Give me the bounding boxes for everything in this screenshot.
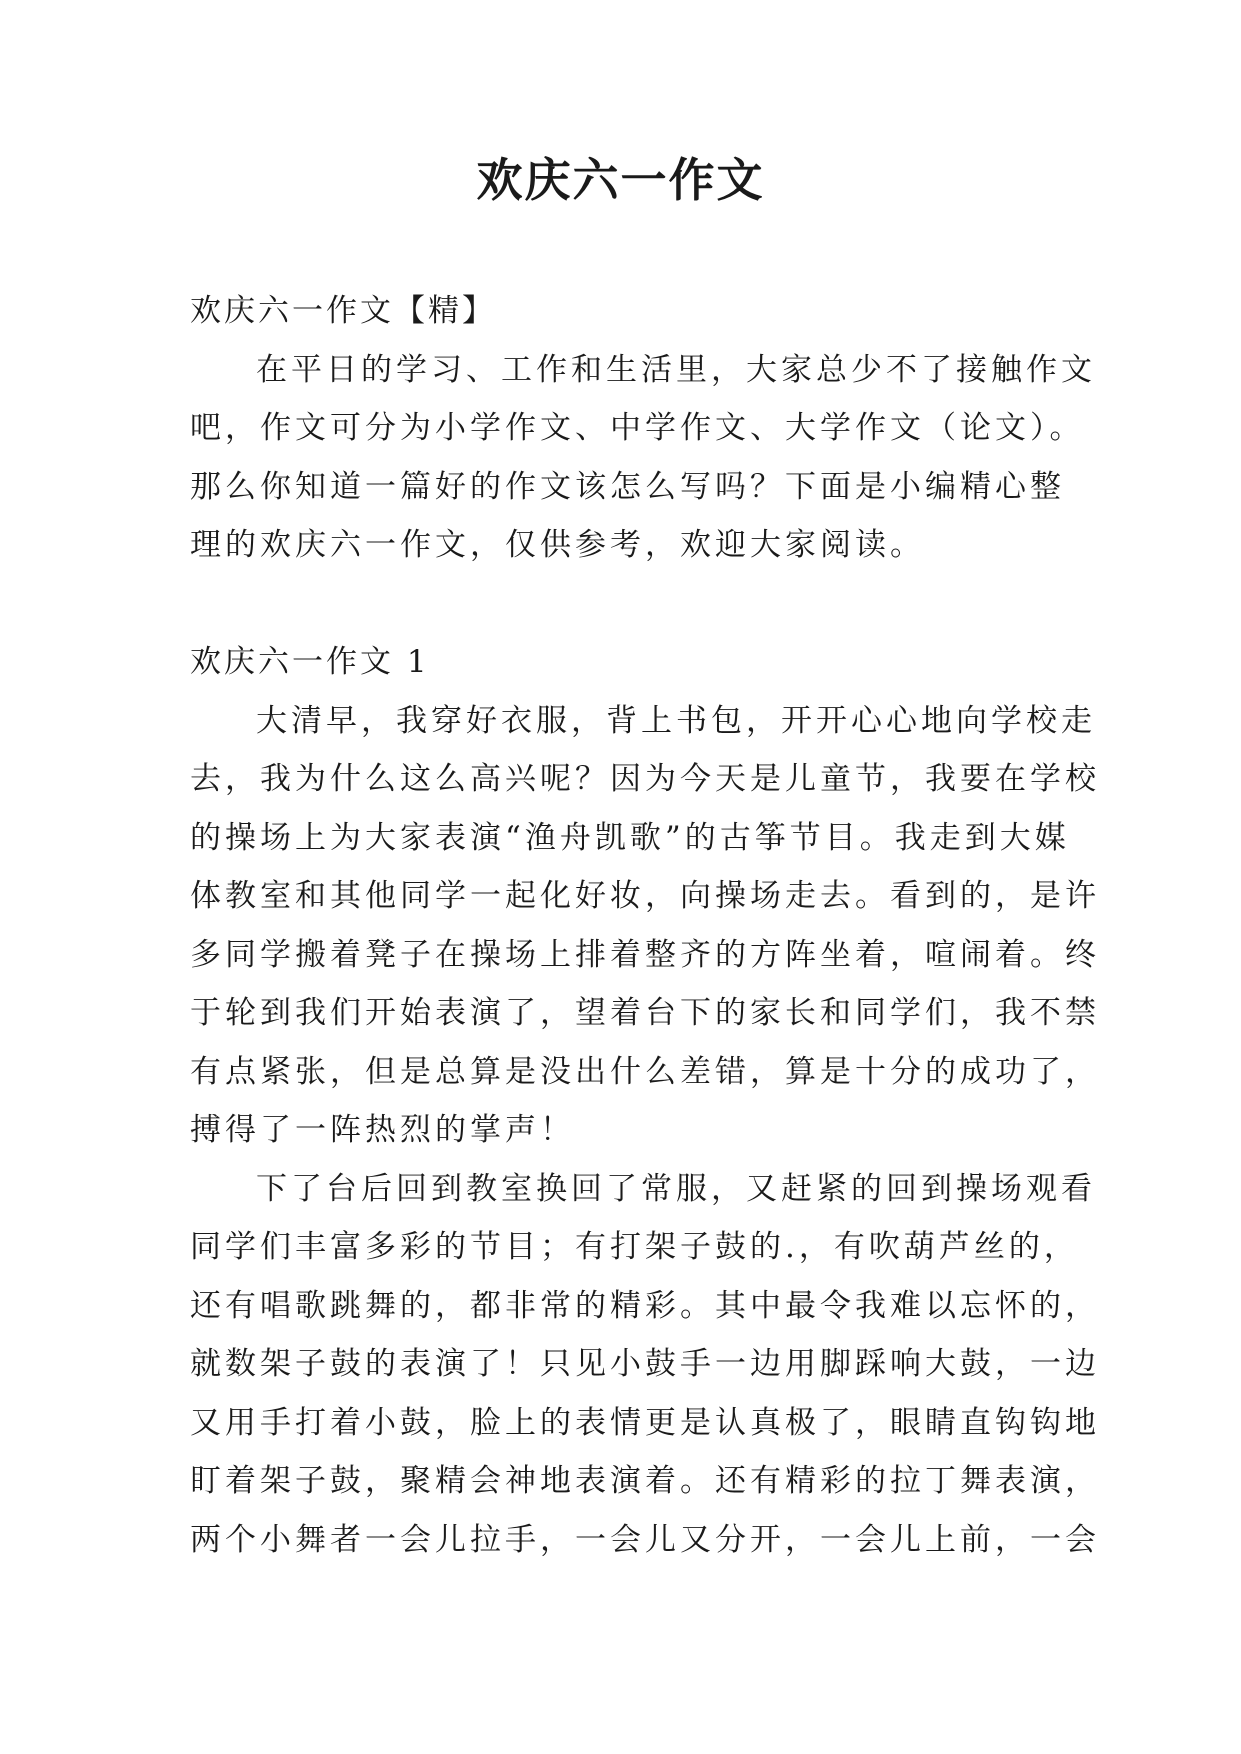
paragraph-line: 下了台后回到教室换回了常服，又赶紧的回到操场观看	[256, 1170, 1096, 1207]
paragraph-line: 的操场上为大家表演“渔舟凯歌”的古筝节目。我走到大媒	[190, 819, 1070, 856]
paragraph-line: 大清早，我穿好衣服，背上书包，开开心心地向学校走	[256, 702, 1096, 739]
paragraph-line: 于轮到我们开始表演了，望着台下的家长和同学们，我不禁	[190, 995, 1100, 1031]
paragraph-line: 盯着架子鼓，聚精会神地表演着。还有精彩的拉丁舞表演，	[190, 1463, 1100, 1499]
paragraph-line: 同学们丰富多彩的节目；有打架子鼓的.，有吹葫芦丝的，	[190, 1229, 1079, 1265]
paragraph-line: 去，我为什么这么高兴呢？因为今天是儿童节，我要在学校	[190, 761, 1100, 797]
section1-paragraph-1	[190, 692, 1100, 1160]
intro-paragraph	[190, 341, 1096, 575]
paragraph-line: 那么你知道一篇好的作文该怎么写吗？下面是小编精心整	[190, 468, 1065, 505]
paragraph-line: 两个小舞者一会儿拉手，一会儿又分开，一会儿上前，一会	[190, 1521, 1100, 1558]
section1-paragraph-2	[190, 1160, 1100, 1570]
paragraph-line: 多同学搬着凳子在操场上排着整齐的方阵坐着，喧闹着。终	[190, 936, 1100, 973]
paragraph-line: 吧，作文可分为小学作文、中学作文、大学作文（论文）。	[190, 410, 1085, 446]
document-body	[190, 282, 1100, 1569]
paragraph-line: 搏得了一阵热烈的掌声！	[190, 1112, 575, 1148]
document-title: 欢庆六一作文	[476, 153, 765, 207]
section-spacer	[190, 575, 1050, 634]
paragraph-line: 体教室和其他同学一起化好妆，向操场走去。看到的，是许	[190, 878, 1100, 914]
intro-heading: 欢庆六一作文【精】	[190, 293, 496, 329]
section-heading: 欢庆六一作文 1	[190, 644, 430, 680]
paragraph-line: 又用手打着小鼓，脸上的表情更是认真极了，眼睛直钩钩地	[190, 1404, 1100, 1441]
paragraph-line: 有点紧张，但是总算是没出什么差错，算是十分的成功了，	[190, 1053, 1100, 1090]
paragraph-line: 就数架子鼓的表演了！只见小鼓手一边用脚踩响大鼓，一边	[190, 1346, 1100, 1382]
paragraph-line: 在平日的学习、工作和生活里，大家总少不了接触作文	[256, 351, 1096, 388]
paragraph-line: 还有唱歌跳舞的，都非常的精彩。其中最令我难以忘怀的，	[190, 1287, 1100, 1324]
paragraph-line: 理的欢庆六一作文，仅供参考，欢迎大家阅读。	[190, 527, 925, 563]
